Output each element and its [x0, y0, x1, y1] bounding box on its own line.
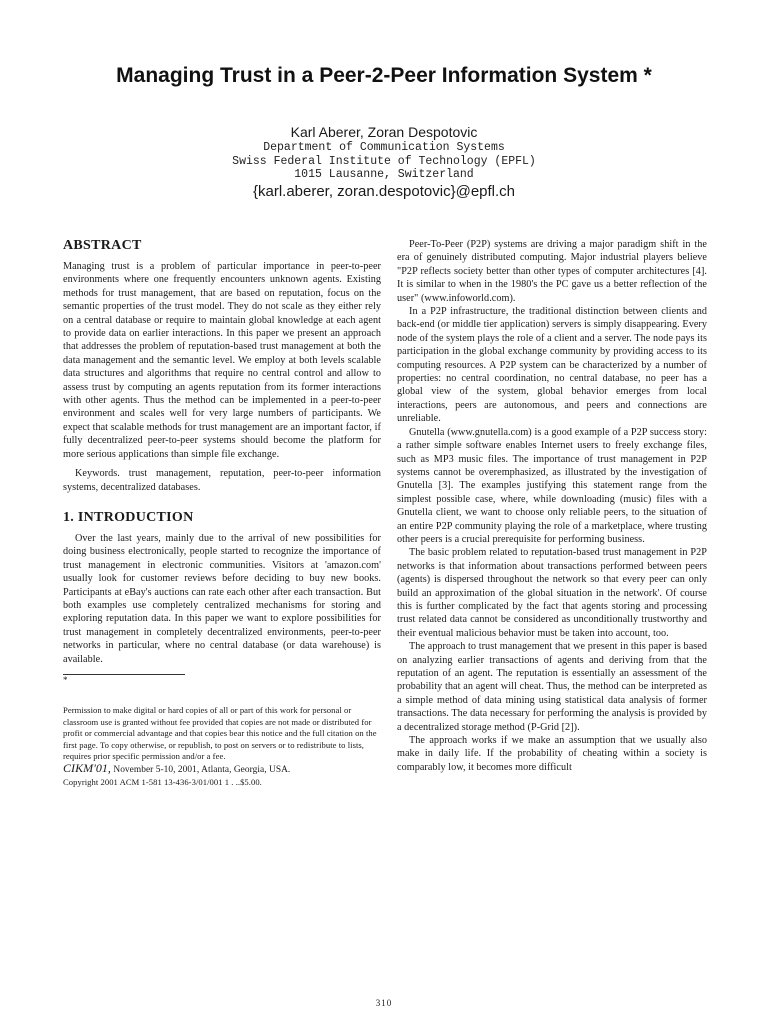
right-column: [397, 238, 707, 774]
conference-name: CIKM'01,: [63, 760, 111, 775]
right-paragraph: In a P2P infrastructure, the traditional distinction between clients and back-end (or middle tier application) servers is simply disappearing. Every node of the system plays the role of a client and a server. The node pays its participation in the global exchange community by providing access to its computing resources. A P2P system can be characterized by a number of properties: no central coordination, no central database, no peer has a global view of the system, global behavior emerges from local interactions, peers are autonomous, and peers and connections are unreliable.: [397, 306, 707, 425]
permission-text: Permission to make digital or hard copies of all or part of this work for personal or classroom use is granted without fee provided that copies are not made or distributed for profit or commercial advantage and that copies bear this notice and the full citation on the first page. To copy otherwise, or republish, to post on servers or to redistribute to lists, requires prior specific permission and/or a fee.: [63, 704, 377, 762]
keywords: Keywords. trust management, reputation, peer-to-peer information systems, decentralized databases.: [63, 468, 381, 493]
footnote-mark: *: [63, 674, 68, 685]
affiliation-address: 1015 Lausanne, Switzerland: [294, 168, 474, 181]
right-paragraph: The approach works if we make an assumption that we usually also make in daily life. If the probability of cheating within a society is comparably low, it becomes more difficult: [397, 735, 707, 773]
left-column: [63, 238, 381, 788]
copyright-line: Copyright 2001 ACM 1-581 13-436-3/01/001 1 . ..$5.00.: [63, 776, 262, 787]
affiliation-department: Department of Communication Systems: [263, 141, 505, 154]
author-names: Karl Aberer, Zoran Despotovic: [290, 124, 478, 140]
paper-title: Managing Trust in a Peer-2-Peer Information System *: [116, 64, 652, 87]
abstract-heading: ABSTRACT: [63, 238, 142, 253]
abstract-text: Managing trust is a problem of particular importance in peer-to-peer environments where one frequently encounters unknown agents. Existing methods for trust management, that are based on reputation, focus on the semantic properties of the trust model. They do not scale as they either rely on a central database or require to maintain global knowledge at each agent to provide data on earlier interactions. In this paper we present an approach that addresses the problem of reputation-based trust management at both the data management and the semantic level. We employ at both levels scalable data structures and algorithms that require no central control and allow to assess trust by computing an agents reputation from its former interactions with other agents. Thus the method can be implemented in a peer-to-peer environment and scales well for very large numbers of participants. We expect that scalable methods for trust management are an important factor, if fully decentralized peer-to-peer systems should become the platform for more serious applications than simple file exchange.: [63, 261, 381, 460]
right-paragraph: The approach to trust management that we present in this paper is based on analyzing earlier transactions of agents and deriving from that the reputation of an agent. The reputation is essentially an assessment of the probability that an agent will cheat. Thus, the method can be interpreted as a simple method of data mining using statistical data analysis of former transactions. The data necessary for performing the analysis is provided by a decentralized storage method (P-Grid [2]).: [397, 641, 707, 733]
conference-line: [63, 760, 381, 777]
author-emails: {karl.aberer, zoran.despotovic}@epfl.ch: [252, 183, 516, 200]
introduction-paragraph: Over the last years, mainly due to the arrival of new possibilities for doing business electronically, people started to recognize the importance of trust management in electronic communities. Visitors at 'amazon.com' usually look for customer reviews before deciding to buy new books. Participants at eBay's auctions can rate each other after each transaction. But both examples use completely centralized mechanisms for storing and exploring reputation data. In this paper we want to explore possibilities for trust management in completely decentralized environments, peer-to-peer networks in particular, where no central database (or data warehouse) is available.: [63, 532, 381, 665]
right-paragraph: The basic problem related to reputation-based trust management in P2P networks is that information about transactions performed between peers (agents) is dispersed throughout the network so that every peer can only build an approximation of the global situation in the network'. Of course this is further complicated by the fact that agents storing and processing trust related data cannot be considered as unconditionally trustworthy and their eventual malicious behavior must be taken into account, too.: [397, 547, 707, 639]
page-number: 310: [375, 998, 393, 1008]
right-paragraph: Gnutella (www.gnutella.com) is a good example of a P2P success story: a rather simple software enables Internet users to freely exchange files, such as MP3 music files. The importance of trust management in P2P systems cannot be overemphasized, as illustrated by the investigation of Gnutella [3]. The examples justifying this statement range from the simplest possible case, where, while downloading (music) files with a Gnutella client, we want to choose only reliable peers, to the situation of an entire P2P community playing the role of a marketplace, where trusting other peers is a crucial prerequisite for performing business.: [397, 426, 707, 545]
conference-details: November 5-10, 2001, Atlanta, Georgia, USA.: [113, 764, 291, 775]
right-paragraph: Peer-To-Peer (P2P) systems are driving a major paradigm shift in the era of genuinely distributed computing. Major industrial players believe "P2P reflects society better than other types of computer architectures [4]. It is similar to when in the 1980's the PC gave us a better reflection of the user" (www.infoworld.com).: [397, 239, 707, 304]
introduction-heading: 1. INTRODUCTION: [63, 509, 194, 525]
affiliation-institute: Swiss Federal Institute of Technology (EPFL): [232, 155, 536, 168]
permission-notice: [63, 705, 381, 788]
